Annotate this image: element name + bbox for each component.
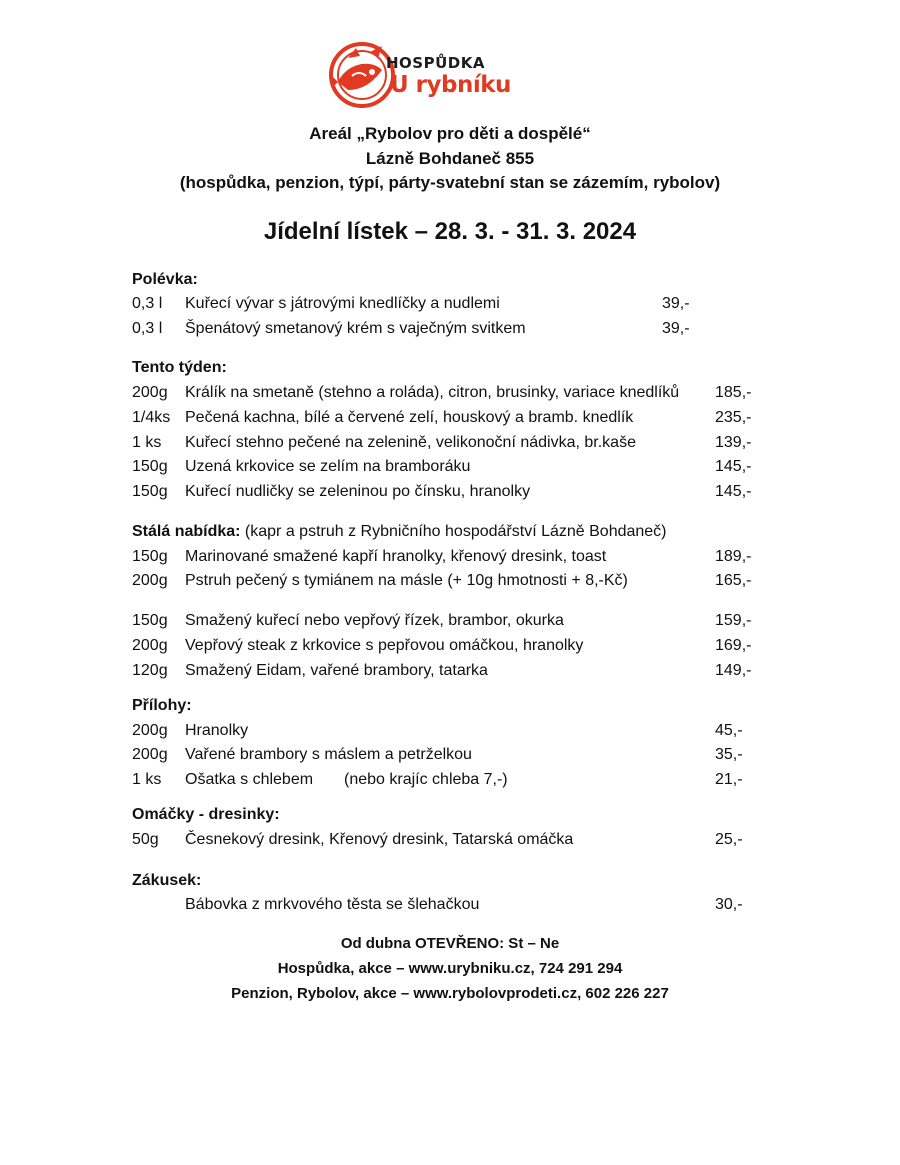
item-price: 30,- — [715, 896, 743, 913]
item-qty: 200g — [132, 572, 168, 589]
menu-item — [132, 384, 772, 406]
item-price: 35,- — [715, 746, 743, 763]
item-price: 139,- — [715, 434, 752, 451]
item-qty: 150g — [132, 483, 168, 500]
item-name: Smažený Eidam, vařené brambory, tatarka — [185, 662, 488, 679]
menu-item — [132, 637, 772, 659]
item-price: 39,- — [662, 320, 690, 337]
menu-item — [132, 409, 772, 431]
menu-item — [132, 295, 772, 317]
item-qty: 1/4ks — [132, 409, 171, 426]
item-price: 145,- — [715, 458, 752, 475]
menu-item — [132, 572, 772, 594]
section-dessert-label: Zákusek: — [132, 872, 202, 889]
item-price: 159,- — [715, 612, 752, 629]
item-price: 189,- — [715, 548, 752, 565]
item-name: Kuřecí stehno pečené na zelenině, velikonoční nádivka, br.kaše — [185, 434, 636, 451]
menu-item — [132, 612, 772, 634]
section-standard-heading — [132, 523, 667, 541]
item-price: 21,- — [715, 771, 743, 788]
item-price: 165,- — [715, 572, 752, 589]
section-week-label: Tento týden: — [132, 359, 227, 376]
menu-item — [132, 548, 772, 570]
item-name: Uzená krkovice se zelím na bramboráku — [185, 458, 471, 475]
menu-item — [132, 320, 772, 342]
menu-item — [132, 722, 772, 744]
footer-opening-hours: Od dubna OTEVŘENO: St – Ne — [340, 935, 560, 952]
section-standard-note: (kapr a pstruh z Rybničního hospodářství Lázně Bohdaneč) — [240, 523, 667, 540]
menu-item — [132, 483, 772, 505]
item-qty: 1 ks — [132, 434, 162, 451]
item-price: 45,- — [715, 722, 743, 739]
item-qty: 150g — [132, 612, 168, 629]
item-qty: 200g — [132, 722, 168, 739]
item-qty: 200g — [132, 384, 168, 401]
item-name: Hranolky — [185, 722, 249, 739]
item-name: Ošatka s chlebem — [185, 771, 314, 788]
menu-item — [132, 746, 772, 768]
item-extra-note: (nebo krajíc chleba 7,-) — [344, 771, 508, 788]
menu-item — [132, 831, 772, 853]
item-qty: 0,3 l — [132, 320, 163, 337]
item-name: Vepřový steak z krkovice s pepřovou omáčkou, hranolky — [185, 637, 584, 654]
item-qty: 200g — [132, 637, 168, 654]
menu-item — [132, 896, 772, 918]
item-qty: 120g — [132, 662, 168, 679]
section-soup-label: Polévka: — [132, 271, 198, 288]
item-qty: 1 ks — [132, 771, 162, 788]
menu-item — [132, 662, 772, 684]
section-standard-label: Stálá nabídka: — [132, 523, 241, 540]
menu-title: Jídelní lístek – 28. 3. - 31. 3. 2024 — [263, 218, 637, 245]
item-name: Pečená kachna, bílé a červené zelí, houskový a bramb. knedlík — [185, 409, 634, 426]
item-name: Králík na smetaně (stehno a roláda), citron, brusinky, variace knedlíků — [185, 384, 680, 401]
menu-item — [132, 458, 772, 480]
item-price: 25,- — [715, 831, 743, 848]
section-sauces-label: Omáčky - dresinky: — [132, 806, 280, 823]
footer-pension-contact: Penzion, Rybolov, akce – www.rybolovprodeti.cz, 602 226 227 — [231, 985, 669, 1002]
fish-logo-icon — [326, 38, 398, 112]
item-name: Kuřecí vývar s játrovými knedlíčky a nudlemi — [185, 295, 500, 312]
item-name: Vařené brambory s máslem a petrželkou — [185, 746, 472, 763]
item-qty: 200g — [132, 746, 168, 763]
logo-line1: HOSPŮDKA — [386, 54, 485, 72]
item-price: 39,- — [662, 295, 690, 312]
item-name: Špenátový smetanový krém s vaječným svitkem — [185, 320, 526, 337]
item-name: Česnekový dresink, Křenový dresink, Tatarská omáčka — [185, 831, 574, 848]
item-price: 235,- — [715, 409, 752, 426]
logo-line2: U rybníku — [390, 72, 511, 98]
item-name: Smažený kuřecí nebo vepřový řízek, brambor, okurka — [185, 612, 564, 629]
item-price: 145,- — [715, 483, 752, 500]
item-qty: 150g — [132, 548, 168, 565]
menu-item — [132, 771, 772, 793]
header-venue: Areál „Rybolov pro děti a dospělé“ — [309, 124, 591, 143]
item-name: Kuřecí nudličky se zeleninou po čínsku, hranolky — [185, 483, 531, 500]
item-qty: 50g — [132, 831, 159, 848]
header-services: (hospůdka, penzion, týpí, párty-svatební stan se zázemím, rybolov) — [179, 173, 721, 192]
item-name: Marinované smažené kapří hranolky, křenový dresink, toast — [185, 548, 607, 565]
item-name: Pstruh pečený s tymiánem na másle (+ 10g hmotnosti + 8,-Kč) — [185, 572, 628, 589]
item-price: 169,- — [715, 637, 752, 654]
item-qty: 150g — [132, 458, 168, 475]
menu-item — [132, 434, 772, 456]
header-address: Lázně Bohdaneč 855 — [365, 149, 535, 168]
section-sides-label: Přílohy: — [132, 697, 192, 714]
restaurant-logo — [326, 38, 516, 112]
item-price: 185,- — [715, 384, 752, 401]
item-qty: 0,3 l — [132, 295, 163, 312]
item-price: 149,- — [715, 662, 752, 679]
item-name: Bábovka z mrkvového těsta se šlehačkou — [185, 896, 480, 913]
footer-pub-contact: Hospůdka, akce – www.urybniku.cz, 724 291 294 — [277, 960, 623, 977]
